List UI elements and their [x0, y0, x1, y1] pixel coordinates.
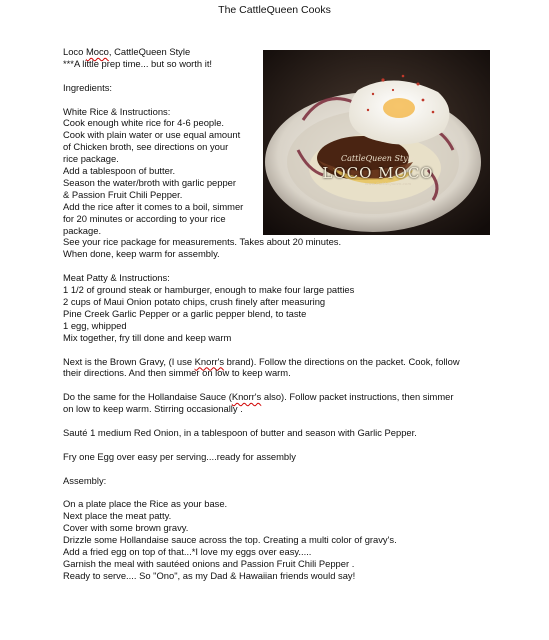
hollandaise-line-2: on low to keep warm. Stirring occasionally .: [63, 403, 243, 415]
hollandaise-text: Do the same for the Hollandaise Sauce (: [63, 391, 232, 403]
hollandaise-text: also). Follow packet instructions, then simmer: [261, 391, 454, 403]
rice-line: When done, keep warm for assembly.: [63, 248, 220, 260]
document-header: The CattleQueen Cooks: [218, 4, 331, 16]
title-moco: Moco: [85, 46, 109, 57]
egg-line: Fry one Egg over easy per serving....ready for assembly: [63, 450, 296, 462]
ingredients-heading: Ingredients:: [63, 81, 112, 93]
gravy-text: brand). Follow the directions on the packet. Cook, follow: [224, 355, 460, 367]
photo-overlay-script: CattleQueen Style: [341, 154, 415, 163]
recipe-body: [63, 46, 533, 582]
onion-line: Sauté 1 medium Red Onion, in a tablespoon of butter and season with Garlic Pepper.: [63, 426, 417, 438]
patty-line: Mix together, fry till done and keep warm: [63, 331, 232, 343]
title-suffix: , CattleQueen Style: [108, 46, 191, 57]
assembly-line: Next place the meat patty.: [63, 510, 172, 522]
photo-overlay-credit: www.CattleQueen.com: [364, 181, 412, 186]
rice-line: for 20 minutes or according to your rice: [63, 212, 226, 224]
gravy-brand: Knorr's: [194, 355, 225, 367]
patty-line: 1 1/2 of ground steak or hamburger, enough to make four large patties: [63, 284, 355, 296]
rice-line: See your rice package for measurements. Takes about 20 minutes.: [63, 236, 342, 248]
gravy-line-1: [63, 356, 533, 368]
assembly-line: Cover with some brown gravy.: [63, 522, 189, 534]
rice-heading: White Rice & Instructions:: [63, 105, 171, 117]
photo-overlay-title: LOCO MOCO: [322, 164, 434, 182]
hollandaise-line-1: [63, 391, 533, 403]
rice-line: & Passion Fruit Chili Pepper.: [63, 188, 183, 200]
assembly-line: Ready to serve.... So "Ono", as my Dad & Hawaiian friends would say!: [63, 569, 356, 581]
patty-line: 1 egg, whipped: [63, 319, 127, 331]
rice-line: Add the rice after it comes to a boil, simmer: [63, 200, 244, 212]
rice-line: rice package.: [63, 153, 119, 165]
gravy-line-2: their directions. And then simmer on low to keep warm.: [63, 367, 291, 379]
gravy-text: Next is the Brown Gravy, (I use: [63, 355, 195, 367]
rice-line: Season the water/broth with garlic pepper: [63, 176, 237, 188]
recipe-title: [63, 46, 533, 58]
assembly-line: Drizzle some Hollandaise sauce across the top. Creating a multi color of gravy's.: [63, 534, 397, 546]
patty-line: 2 cups of Maui Onion potato chips, crush finely after measuring: [63, 295, 326, 307]
assembly-line: Garnish the meal with sautéed onions and Passion Fruit Chili Pepper .: [63, 557, 355, 569]
assembly-heading: Assembly:: [63, 474, 107, 486]
rice-line: package.: [63, 224, 102, 236]
hollandaise-brand: Knorr's: [231, 391, 262, 403]
rice-line: Cook with plain water or use equal amount: [63, 129, 241, 141]
rice-line: Cook enough white rice for 4-6 people.: [63, 117, 225, 129]
recipe-tagline: ***A little prep time... but so worth it!: [63, 57, 213, 69]
title-prefix: Loco: [63, 46, 86, 57]
assembly-line: Add a fried egg on top of that...*I love my eggs over easy.....: [63, 545, 312, 557]
rice-line: of Chicken broth, see directions on your: [63, 141, 229, 153]
assembly-line: On a plate place the Rice as your base.: [63, 498, 228, 510]
patty-heading: Meat Patty & Instructions:: [63, 272, 170, 284]
patty-line: Pine Creek Garlic Pepper or a garlic pepper blend, to taste: [63, 307, 307, 319]
rice-line: Add a tablespoon of butter.: [63, 165, 176, 177]
